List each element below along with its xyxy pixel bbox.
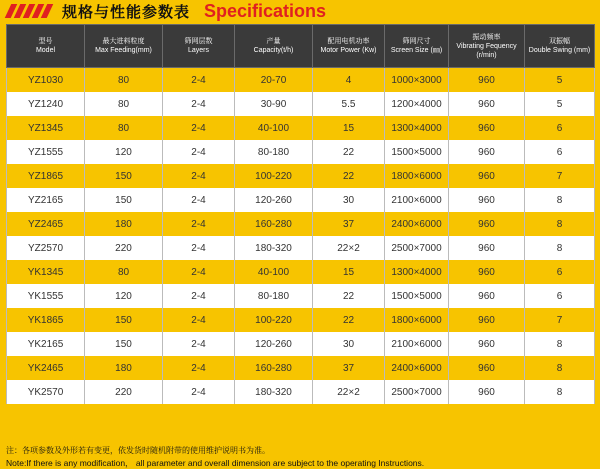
cell-capacity: 40-100: [235, 260, 313, 284]
cell-screen-size: 2400×6000: [385, 356, 449, 380]
cell-model: YZ2570: [7, 236, 85, 260]
stripe-decoration: [8, 4, 50, 18]
cell-screen-size: 1500×5000: [385, 140, 449, 164]
cell-screen-size: 1300×4000: [385, 260, 449, 284]
cell-max-feeding: 80: [85, 116, 163, 140]
cell-vibrating-frequency: 960: [449, 284, 525, 308]
table-body: [7, 68, 595, 405]
cell-motor-power: 22: [313, 308, 385, 332]
table-row: [7, 308, 595, 332]
cell-screen-size: 2500×7000: [385, 380, 449, 404]
column-header-cn: 配用电机功率: [327, 37, 370, 45]
cell-motor-power: 30: [313, 188, 385, 212]
cell-capacity: 80-180: [235, 284, 313, 308]
column-header-cn: 双振幅: [549, 37, 570, 45]
cell-max-feeding: 80: [85, 92, 163, 116]
note-cn: 注：各项参数及外形若有变更，依发货时随机附带的使用维护说明书为准。: [6, 446, 270, 455]
table-row: [7, 356, 595, 380]
column-header-vibrating-frequency: [449, 25, 525, 68]
cell-capacity: 180-320: [235, 236, 313, 260]
cell-motor-power: 15: [313, 260, 385, 284]
cell-layers: 2-4: [163, 260, 235, 284]
cell-vibrating-frequency: 960: [449, 188, 525, 212]
cell-double-swing: 8: [525, 356, 595, 380]
cell-layers: 2-4: [163, 308, 235, 332]
cell-model: YK1555: [7, 284, 85, 308]
cell-model: YZ1345: [7, 116, 85, 140]
column-header-cn: 最大进料粒度: [102, 37, 145, 45]
cell-model: YZ1240: [7, 92, 85, 116]
cell-max-feeding: 120: [85, 284, 163, 308]
cell-capacity: 100-220: [235, 308, 313, 332]
cell-vibrating-frequency: 960: [449, 116, 525, 140]
cell-double-swing: 5: [525, 68, 595, 93]
column-header-motor-power: [313, 25, 385, 68]
column-header-cn: 型号: [38, 37, 53, 45]
cell-double-swing: 6: [525, 140, 595, 164]
table-row: [7, 284, 595, 308]
cell-layers: 2-4: [163, 116, 235, 140]
cell-model: YZ1555: [7, 140, 85, 164]
cell-screen-size: 2100×6000: [385, 188, 449, 212]
column-header-en: Layers: [187, 47, 209, 54]
cell-vibrating-frequency: 960: [449, 332, 525, 356]
cell-motor-power: 37: [313, 356, 385, 380]
cell-screen-size: 2100×6000: [385, 332, 449, 356]
cell-double-swing: 6: [525, 284, 595, 308]
cell-vibrating-frequency: 960: [449, 236, 525, 260]
cell-vibrating-frequency: 960: [449, 164, 525, 188]
cell-model: YK1345: [7, 260, 85, 284]
cell-vibrating-frequency: 960: [449, 380, 525, 404]
cell-layers: 2-4: [163, 236, 235, 260]
cell-screen-size: 2500×7000: [385, 236, 449, 260]
column-header-layers: [163, 25, 235, 68]
cell-motor-power: 22×2: [313, 380, 385, 404]
cell-max-feeding: 180: [85, 356, 163, 380]
cell-max-feeding: 150: [85, 332, 163, 356]
cell-max-feeding: 150: [85, 164, 163, 188]
cell-motor-power: 22×2: [313, 236, 385, 260]
cell-max-feeding: 120: [85, 140, 163, 164]
cell-max-feeding: 80: [85, 68, 163, 93]
cell-layers: 2-4: [163, 92, 235, 116]
cell-screen-size: 1800×6000: [385, 308, 449, 332]
cell-double-swing: 8: [525, 380, 595, 404]
cell-model: YZ1030: [7, 68, 85, 93]
table-row: [7, 212, 595, 236]
cell-motor-power: 22: [313, 164, 385, 188]
cell-layers: 2-4: [163, 212, 235, 236]
table-row: [7, 140, 595, 164]
cell-max-feeding: 220: [85, 236, 163, 260]
cell-max-feeding: 180: [85, 212, 163, 236]
column-header-max-feeding: [85, 25, 163, 68]
cell-double-swing: 6: [525, 260, 595, 284]
cell-model: YK2465: [7, 356, 85, 380]
cell-vibrating-frequency: 960: [449, 356, 525, 380]
cell-max-feeding: 220: [85, 380, 163, 404]
cell-double-swing: 8: [525, 236, 595, 260]
cell-layers: 2-4: [163, 332, 235, 356]
note-en: Note:If there is any modification， all parameter and overall dimension are subject to the operating Instructions.: [6, 458, 425, 468]
cell-capacity: 80-180: [235, 140, 313, 164]
cell-screen-size: 1200×4000: [385, 92, 449, 116]
cell-max-feeding: 80: [85, 260, 163, 284]
cell-vibrating-frequency: 960: [449, 260, 525, 284]
column-header-en: Capacity(t/h): [253, 47, 294, 54]
column-header-en: Max Feeding(mm): [95, 47, 152, 54]
cell-model: YK2570: [7, 380, 85, 404]
table-row: [7, 164, 595, 188]
cell-capacity: 20-70: [235, 68, 313, 93]
cell-motor-power: 22: [313, 140, 385, 164]
cell-capacity: 30-90: [235, 92, 313, 116]
table-header-row: [7, 25, 595, 68]
cell-capacity: 100-220: [235, 164, 313, 188]
cell-capacity: 160-280: [235, 356, 313, 380]
cell-layers: 2-4: [163, 140, 235, 164]
cell-vibrating-frequency: 960: [449, 212, 525, 236]
cell-vibrating-frequency: 960: [449, 308, 525, 332]
cell-layers: 2-4: [163, 380, 235, 404]
column-header-model: [7, 25, 85, 68]
cell-capacity: 120-260: [235, 188, 313, 212]
column-header-en: Motor Power (Kw): [320, 47, 377, 54]
cell-motor-power: 5.5: [313, 92, 385, 116]
cell-layers: 2-4: [163, 188, 235, 212]
cell-layers: 2-4: [163, 284, 235, 308]
cell-motor-power: 4: [313, 68, 385, 93]
cell-capacity: 120-260: [235, 332, 313, 356]
cell-max-feeding: 150: [85, 308, 163, 332]
cell-double-swing: 7: [525, 164, 595, 188]
column-header-capacity: [235, 25, 313, 68]
cell-max-feeding: 150: [85, 188, 163, 212]
column-header-en: Vibrating Fequency (r/min): [456, 42, 517, 59]
cell-double-swing: 6: [525, 116, 595, 140]
cell-double-swing: 7: [525, 308, 595, 332]
table-row: [7, 236, 595, 260]
cell-capacity: 40-100: [235, 116, 313, 140]
cell-double-swing: 8: [525, 188, 595, 212]
cell-model: YK1865: [7, 308, 85, 332]
cell-motor-power: 37: [313, 212, 385, 236]
cell-model: YZ2465: [7, 212, 85, 236]
table-row: [7, 188, 595, 212]
cell-motor-power: 15: [313, 116, 385, 140]
column-header-en: Double Swing (mm): [528, 47, 591, 54]
table-row: [7, 332, 595, 356]
table-row: [7, 380, 595, 404]
cell-model: YZ1865: [7, 164, 85, 188]
spec-table: [6, 24, 595, 404]
cell-double-swing: 5: [525, 92, 595, 116]
cell-screen-size: 1800×6000: [385, 164, 449, 188]
cell-model: YZ2165: [7, 188, 85, 212]
cell-model: YK2165: [7, 332, 85, 356]
page-title-en: Specifications: [204, 0, 327, 21]
column-header-cn: 筛网层数: [184, 37, 213, 45]
column-header-screen-size: [385, 25, 449, 68]
cell-screen-size: 1000×3000: [385, 68, 449, 93]
cell-layers: 2-4: [163, 68, 235, 93]
table-row: [7, 260, 595, 284]
cell-layers: 2-4: [163, 356, 235, 380]
table-row: [7, 116, 595, 140]
cell-vibrating-frequency: 960: [449, 68, 525, 93]
cell-layers: 2-4: [163, 164, 235, 188]
page-title-cn: 规格与性能参数表: [62, 2, 191, 21]
column-header-cn: 筛网尺寸: [402, 37, 431, 45]
cell-double-swing: 8: [525, 212, 595, 236]
cell-motor-power: 30: [313, 332, 385, 356]
table-row: [7, 92, 595, 116]
column-header-double-swing: [525, 25, 595, 68]
cell-vibrating-frequency: 960: [449, 140, 525, 164]
cell-vibrating-frequency: 960: [449, 92, 525, 116]
cell-screen-size: 1500×5000: [385, 284, 449, 308]
column-header-cn: 产量: [266, 37, 281, 45]
title-bar: [0, 0, 600, 22]
cell-capacity: 180-320: [235, 380, 313, 404]
column-header-cn: 振动频率: [472, 32, 501, 41]
spec-table-container: [6, 24, 594, 404]
cell-motor-power: 22: [313, 284, 385, 308]
column-header-en: Model: [35, 47, 56, 54]
cell-screen-size: 1300×4000: [385, 116, 449, 140]
table-row: [7, 68, 595, 93]
column-header-en: Screen Size (㎜): [390, 47, 443, 54]
cell-screen-size: 2400×6000: [385, 212, 449, 236]
cell-double-swing: 8: [525, 332, 595, 356]
cell-capacity: 160-280: [235, 212, 313, 236]
